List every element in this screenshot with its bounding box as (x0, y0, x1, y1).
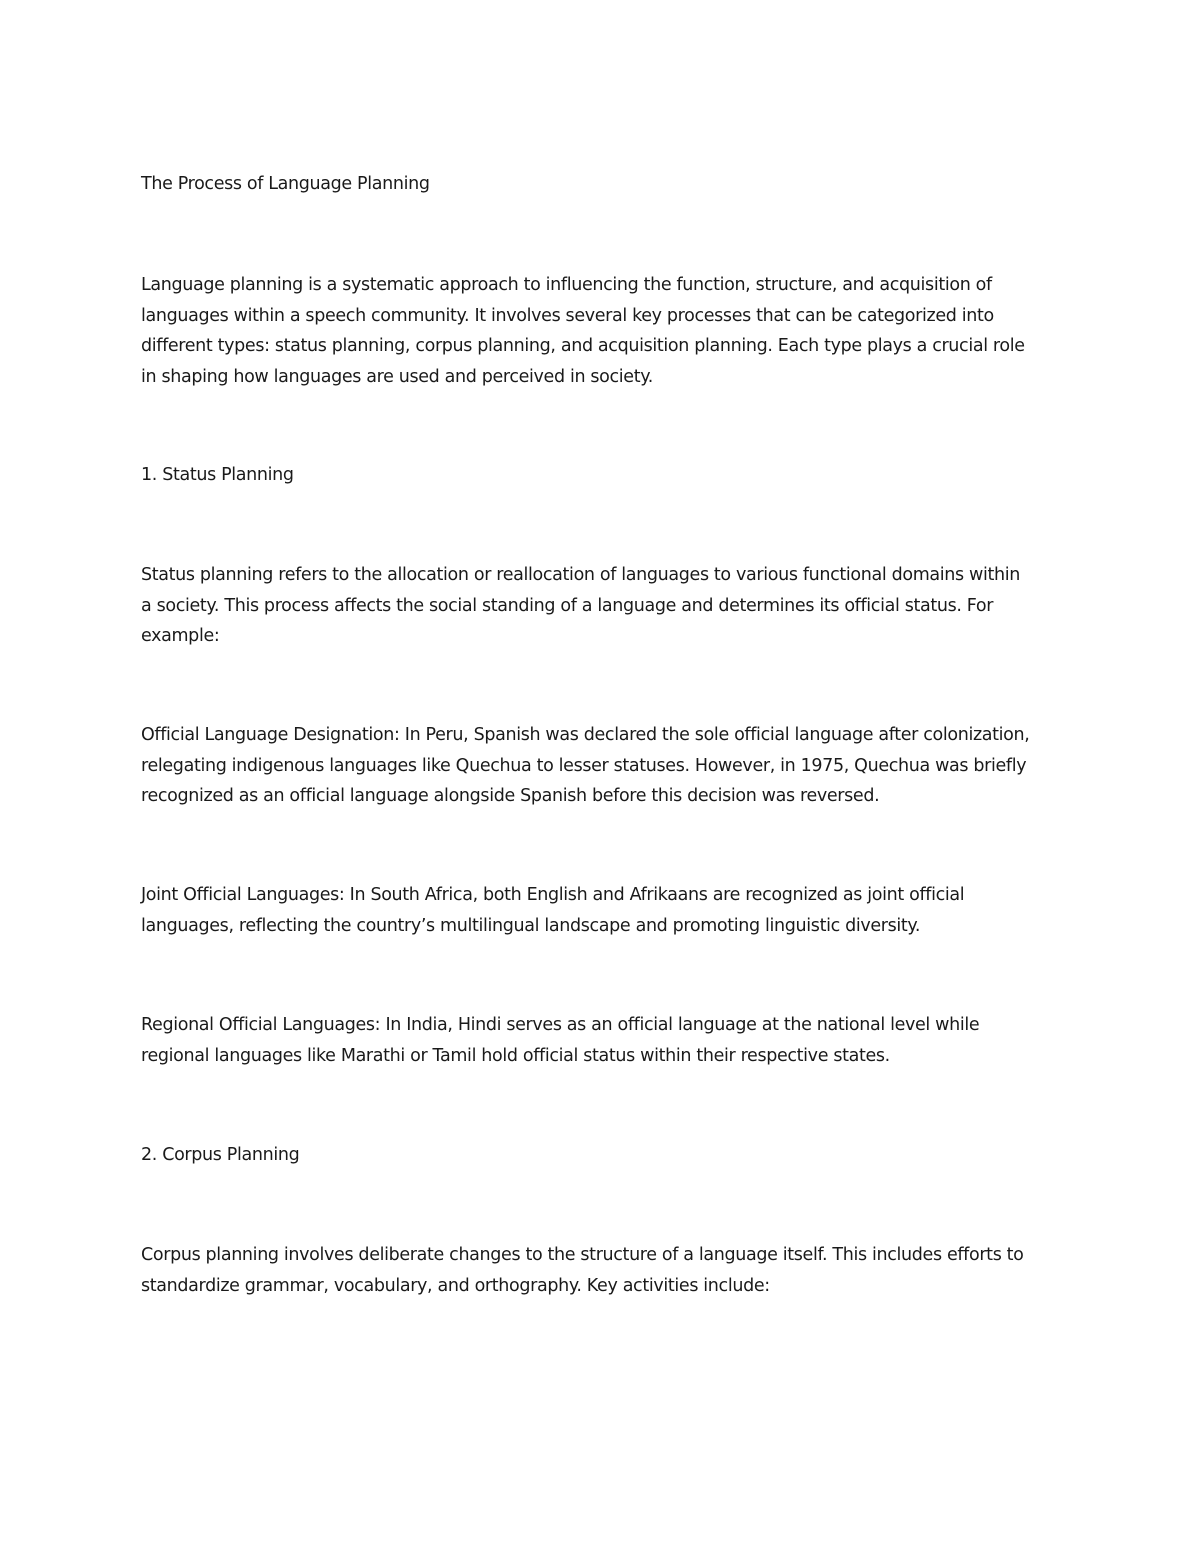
paragraph-line: different types: status planning, corpus planning, and acquisition planning. Each type plays a crucial role (141, 336, 1025, 356)
section-heading-status-planning (141, 460, 1071, 491)
paragraph-line: in shaping how languages are used and perceived in society. (141, 366, 653, 387)
heading-line: 1. Status Planning (141, 465, 294, 485)
official-designation-paragraph (141, 720, 1071, 812)
paragraph-line: Joint Official Languages: In South Africa, both English and Afrikaans are recognized as joint official (141, 885, 965, 905)
paragraph-line: languages, reflecting the country’s multilingual landscape and promoting linguistic diversity. (141, 915, 921, 936)
paragraph-line: Regional Official Languages: In India, Hindi serves as an official language at the national level while (141, 1015, 980, 1035)
paragraph-line: languages within a speech community. It involves several key processes that can be categorized into (141, 305, 994, 326)
joint-official-paragraph (141, 880, 1071, 941)
paragraph-line: Corpus planning involves deliberate changes to the structure of a language itself. This includes efforts to (141, 1245, 1024, 1265)
status-planning-paragraph (141, 560, 1071, 652)
regional-official-paragraph (141, 1010, 1071, 1071)
paragraph-line: Official Language Designation: In Peru, Spanish was declared the sole official language after colonization, (141, 725, 1030, 745)
paragraph-line: example: (141, 626, 220, 646)
paragraph-line: recognized as an official language alongside Spanish before this decision was reversed. (141, 786, 880, 806)
paragraph-line: standardize grammar, vocabulary, and orthography. Key activities include: (141, 1275, 770, 1296)
intro-paragraph (141, 270, 1071, 392)
document-title (141, 169, 1071, 200)
paragraph-line: Language planning is a systematic approach to influencing the function, structure, and acquisition of (141, 275, 992, 295)
paragraph-line: Status planning refers to the allocation or reallocation of languages to various functional domains within (141, 565, 1021, 585)
heading-line: 2. Corpus Planning (141, 1145, 300, 1165)
title-line: The Process of Language Planning (141, 174, 430, 194)
corpus-planning-paragraph (141, 1240, 1071, 1301)
paragraph-line: relegating indigenous languages like Quechua to lesser statuses. However, in 1975, Quechua was briefly (141, 755, 1027, 776)
paragraph-line: a society. This process affects the social standing of a language and determines its official status. For (141, 595, 994, 616)
section-heading-corpus-planning (141, 1140, 1071, 1171)
paragraph-line: regional languages like Marathi or Tamil hold official status within their respective states. (141, 1045, 890, 1066)
